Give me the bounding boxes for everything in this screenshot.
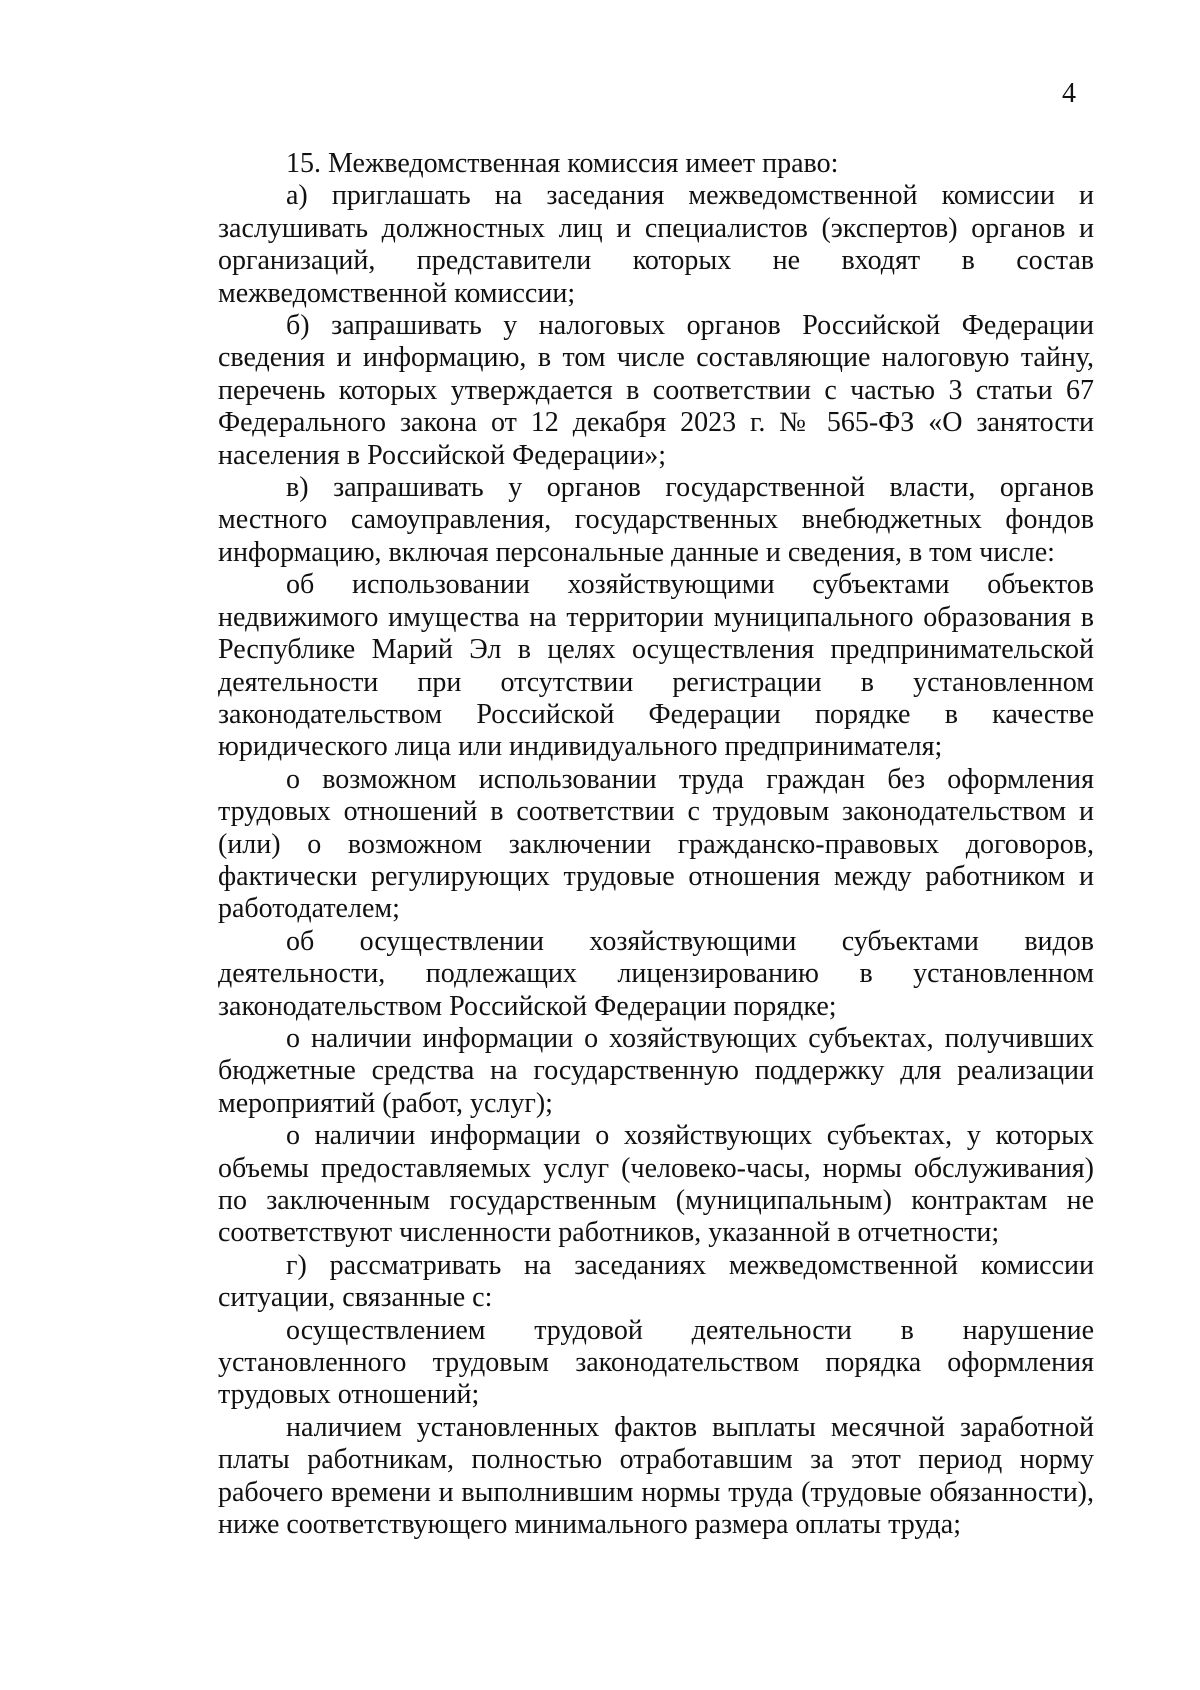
paragraph-subitem-b: б) запрашивать у налоговых органов Российской Федерации сведения и информацию, в том числе составляющие налоговую тайну, перечень которых утверждается в соответствии с частью 3 статьи 67 Федерального закона от 12 декабря 2023 г. № 565-ФЗ «О занятости населения в Российской Федерации»; bbox=[218, 310, 1094, 471]
paragraph-real-estate-use: об использовании хозяйствующими субъектами объектов недвижимого имущества на территории муниципального образования в Республике Марий Эл в целях осуществления предпринимательской деятельности при отсутствии регистрации в установленном законодательством Российской Федерации порядке в качестве юридического лица или индивидуального предпринимателя; bbox=[218, 569, 1094, 763]
paragraph-subitem-a: а) приглашать на заседания межведомственной комиссии и заслушивать должностных лиц и специалистов (экспертов) органов и организаций, представители которых не входят в состав межведомственной комиссии; bbox=[218, 180, 1094, 309]
paragraph-service-volumes: о наличии информации о хозяйствующих субъектах, у которых объемы предоставляемых услуг (человеко-часы, нормы обслуживания) по заключенным государственным (муниципальным) контрактам не соответствуют численности работников, указанной в отчетности; bbox=[218, 1120, 1094, 1249]
paragraph-subitem-g: г) рассматривать на заседаниях межведомственной комиссии ситуации, связанные с: bbox=[218, 1249, 1094, 1314]
paragraph-item-15-heading: 15. Межведомственная комиссия имеет право: bbox=[286, 148, 839, 179]
page-number: 4 bbox=[1062, 78, 1076, 109]
paragraph-subitem-v: в) запрашивать у органов государственной власти, органов местного самоуправления, государственных внебюджетных фондов информацию, включая персональные данные и сведения, в том числе: bbox=[218, 472, 1094, 568]
paragraph-budget-support: о наличии информации о хозяйствующих субъектах, получивших бюджетные средства на государственную поддержку для реализации мероприятий (работ, услуг); bbox=[218, 1022, 1094, 1119]
paragraph-labor-without-contract: о возможном использовании труда граждан без оформления трудовых отношений в соответствии с трудовым законодательством и (или) о возможном заключении гражданско-правовых договоров, фактически регулирующих трудовые отношения между работником и работодателем; bbox=[218, 763, 1094, 925]
paragraph-unregistered-employment: осуществлением трудовой деятельности в нарушение установленного трудовым законодательством порядка оформления трудовых отношений; bbox=[218, 1314, 1094, 1411]
paragraph-below-minimum-wage: наличием установленных фактов выплаты месячной заработной платы работникам, полностью отработавшим за этот период норму рабочего времени и выполнившим нормы труда (трудовые обязанности), ниже соответствующего минимального размера оплаты труда; bbox=[218, 1411, 1094, 1541]
document-body bbox=[218, 148, 1094, 1541]
paragraph-licensed-activities: об осуществлении хозяйствующими субъектами видов деятельности, подлежащих лицензированию в установленном законодательством Российской Федерации порядке; bbox=[218, 925, 1094, 1022]
